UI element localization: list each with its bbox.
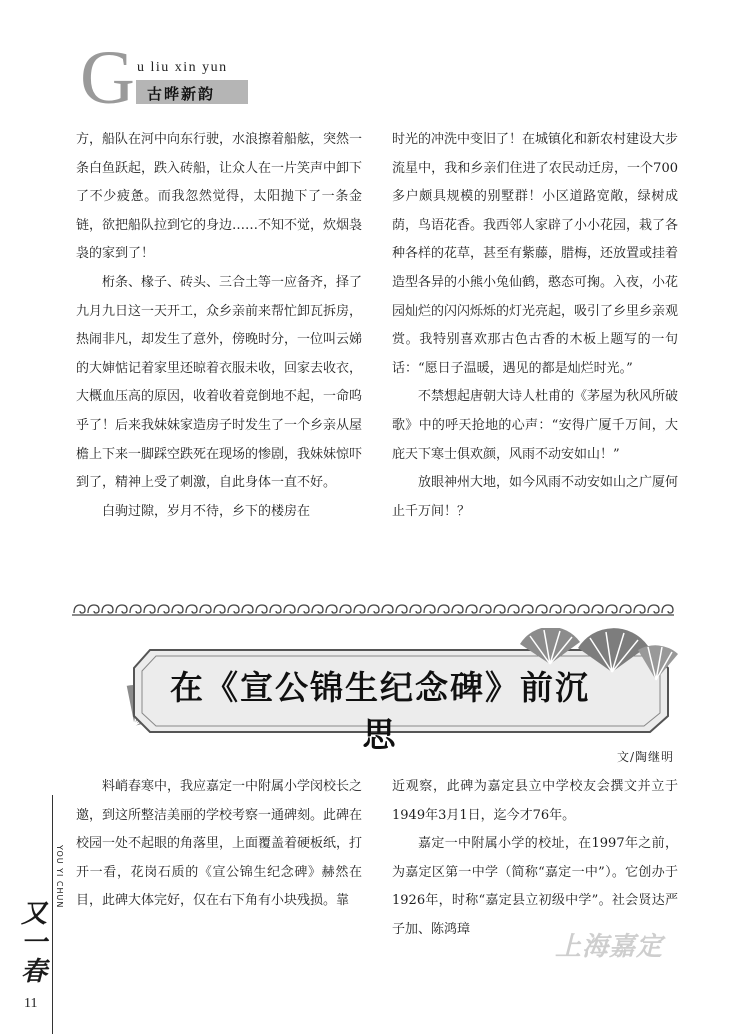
paragraph: 料峭春寒中，我应嘉定一中附属小学闵校长之邀，到这所整洁美丽的学校考察一通碑刻。此碑在校园一处不起眼的角落里，上面覆盖着硬板纸，打开一看，花岗石质的《宣公锦生纪念碑》赫然在目，此碑大体完好，仅在右下角有小块残损。靠 <box>76 779 363 909</box>
paragraph: 白驹过隙，岁月不待，乡下的楼房在 <box>102 503 311 519</box>
paragraph: 方，船队在河中向东行驶，水浪擦着船舷，突然一条白鱼跃起，跌入砖船，让众人在一片笑声中卸下了不少疲惫。而我忽然觉得，太阳抛下了一条金链，欲把船队拉到它的身边……不知不觉，炊烟袅袅的家到了！ <box>76 132 363 262</box>
wave-divider <box>70 598 676 620</box>
article1-column-right <box>392 126 678 526</box>
paragraph: 嘉定一中附属小学的校址，在1997年之前，为嘉定区第一中学（简称“嘉定一中”）。它创办于1926年，时称“嘉定县立初级中学”。社会贤达严子加、陈鸿璋 <box>392 836 678 937</box>
margin-rule <box>52 795 53 1034</box>
article1-column-left <box>76 126 362 526</box>
article-author: 文/陶继明 <box>616 750 674 764</box>
page-number: 11 <box>24 996 38 1011</box>
paragraph: 时光的冲洗中变旧了！在城镇化和新农村建设大步流星中，我和乡亲们住进了农民动迁房，一个700多户颇具规模的别墅群！小区道路宽敞，绿树成荫，鸟语花香。我西邻人家辟了小小花园，栽了各种各样的花草，甚至有紫藤，腊梅，还放置或挂着造型各异的小熊小兔仙鹤，憨态可掬。入夜，小花园灿烂的闪闪烁烁的灯光亮起，吸引了乡里乡亲观赏。我特别喜欢那古色古香的木板上题写的一句话：“愿日子温暖，遇见的都是灿烂时光。” <box>392 132 679 376</box>
section-title: 古晔新韵 <box>147 85 216 103</box>
paragraph: 近观察，此碑为嘉定县立中学校友会撰文并立于1949年3月1日，迄今才76年。 <box>392 779 678 823</box>
article2-column-left <box>76 773 362 916</box>
paragraph: 放眼神州大地，如今风雨不动安如山之广厦何止千万间！？ <box>392 475 679 519</box>
article-title: 在《宣公锦生纪念碑》前沉思 <box>170 668 590 754</box>
paragraph: 桁条、椽子、砖头、三合土等一应备齐，择了九月九日这一天开工，众乡亲前来帮忙卸瓦拆房，热闹非凡，却发生了意外，傍晚时分，一位叫云娣的大婶惦记着家里还晾着衣服未收，回家去收衣，大概血压高的原因，收着收着竟倒地不起，一命呜乎了！后来我妹妹家造房子时发生了一个乡亲从屋檐上下来一脚踩空跌死在现场的惨剧，我妹妹惊吓到了，精神上受了刺激，自此身体一直不好。 <box>76 274 363 491</box>
header-big-letter: G <box>80 36 135 120</box>
watermark: 上海嘉定 <box>555 932 664 962</box>
paragraph: 不禁想起唐朝大诗人杜甫的《茅屋为秋风所破歌》中的呼天抢地的心声：“安得广厦千万间，大庇天下寒士俱欢颜，风雨不动安如山！” <box>392 389 679 462</box>
article2-column-right <box>392 773 678 945</box>
magazine-pinyin: YOU YI CHUN <box>55 845 64 909</box>
wave-scroll-pattern <box>74 605 673 613</box>
header-pinyin: u liu xin yun <box>137 60 228 75</box>
magazine-title: 又一春 <box>20 899 47 987</box>
